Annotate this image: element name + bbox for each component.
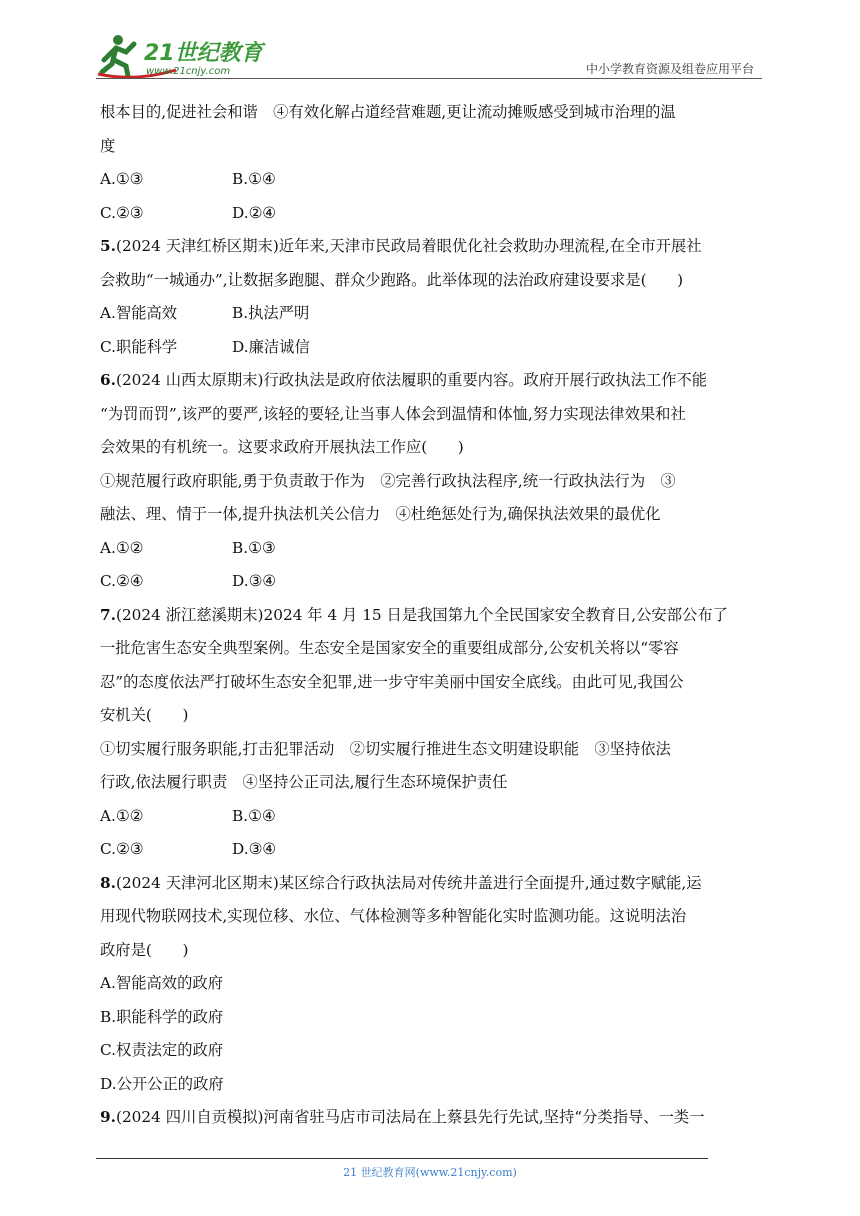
question-text: (2024 山西太原期末)行政执法是政府依法履职的重要内容。政府开展行政执法工作不能 (115, 371, 708, 389)
option-row (100, 800, 764, 834)
question-7-line: 忍”的态度依法严打破坏生态安全犯罪,进一步守牢美丽中国安全底线。由此可见,我国公 (100, 672, 684, 691)
question-number: 8. (100, 873, 116, 892)
option: D.③④ (232, 840, 277, 858)
option: C.职能科学 (100, 337, 178, 356)
option: A.①② (100, 806, 144, 825)
question-number: 5. (100, 237, 116, 255)
page-footer: 21 世纪教育网(www.21cnjy.com) (343, 1166, 517, 1179)
question-7-line: ①切实履行服务职能,打击犯罪活动 ②切实履行推进生态文明建设职能 ③坚持依法 (100, 739, 671, 758)
option: C.②③ (100, 840, 144, 858)
question-number: 6. (100, 371, 116, 389)
question-text: (2024 浙江慈溪期末)2024 年 4 月 15 日是我国第九个全民国家安全教育日,公安部公布了 (115, 605, 728, 624)
question-7-line: 行政,依法履行职责 ④坚持公正司法,履行生态环境保护责任 (100, 773, 508, 791)
header-divider (96, 78, 762, 79)
option: A.①③ (100, 170, 144, 188)
question-number: 9. (100, 1108, 116, 1126)
page-header (96, 30, 760, 80)
question-6-line: ①规范履行政府职能,勇于负责敢于作为 ②完善行政执法程序,统一行政执法行为 ③ (100, 471, 676, 490)
question-7-line: 一批危害生态安全典型案例。生态安全是国家安全的重要组成部分,公安机关将以“零容 (100, 639, 679, 657)
question-6-line: 会效果的有机统一。这要求政府开展执法工作应( ) (100, 438, 464, 456)
question-8-line: 用现代物联网技术,实现位移、水位、气体检测等多种智能化实时监测功能。这说明法治 (100, 907, 687, 925)
text-line: 度 (100, 136, 116, 155)
question-text: (2024 天津河北区期末)某区综合行政执法局对传统井盖进行全面提升,通过数字赋能,运 (115, 873, 702, 892)
option: B.职能科学的政府 (100, 1007, 224, 1026)
question-5-line (100, 230, 764, 264)
question-9-line (100, 1101, 764, 1135)
option-row (100, 331, 764, 365)
question-text: (2024 天津红桥区期末)近年来,天津市民政局着眼优化社会救助办理流程,在全市开展社 (115, 237, 702, 255)
question-text: (2024 四川自贡模拟)河南省驻马店市司法局在上蔡县先行先试,坚持“分类指导、一类一 (115, 1108, 705, 1126)
option: C.②④ (100, 572, 144, 590)
option-row (100, 532, 764, 566)
option: D.公开公正的政府 (100, 1074, 224, 1093)
question-5-line: 会救助“一城通办”,让数据多跑腿、群众少跑路。此举体现的法治政府建设要求是( ) (100, 270, 684, 289)
question-7-line (100, 599, 764, 633)
question-8-line: 政府是( ) (100, 940, 189, 959)
question-7-line: 安机关( ) (100, 706, 189, 724)
option: D.③④ (232, 572, 277, 590)
option: A.①② (100, 538, 144, 557)
option: D.廉洁诚信 (232, 337, 310, 356)
footer-divider (96, 1158, 708, 1159)
question-6-line (100, 364, 764, 398)
option-row (100, 833, 764, 867)
option-row (100, 297, 764, 331)
option: A.智能高效的政府 (100, 974, 223, 992)
option: D.②④ (232, 203, 277, 222)
question-6-line: “为罚而罚”,该严的要严,该轻的要轻,让当事人体会到温情和体恤,努力实现法律效果和社 (100, 404, 686, 423)
document-body (100, 96, 764, 1135)
option-row (100, 565, 764, 599)
logo (96, 30, 296, 80)
option-row (100, 163, 764, 197)
option: A.智能高效 (100, 304, 178, 322)
text-line: 根本目的,促进社会和谐 ④有效化解占道经营难题,更让流动摊贩感受到城市治理的温 (100, 103, 676, 121)
option: C.权责法定的政府 (100, 1041, 224, 1059)
option: B.①④ (232, 806, 276, 825)
question-number: 7. (100, 605, 116, 624)
question-6-line: 融法、理、情于一体,提升执法机关公信力 ④杜绝惩处行为,确保执法效果的最优化 (100, 505, 661, 523)
question-8-line (100, 867, 764, 901)
option: B.①③ (232, 538, 276, 557)
option: B.①④ (232, 170, 276, 188)
site-name: 中小学教育资源及组卷应用平台 (585, 62, 754, 76)
option: C.②③ (100, 203, 144, 222)
option: B.执法严明 (232, 304, 310, 322)
logo-text: 21世纪教育 (144, 41, 263, 66)
logo-url: www.21cnjy.com (146, 66, 231, 77)
option-row (100, 197, 764, 231)
